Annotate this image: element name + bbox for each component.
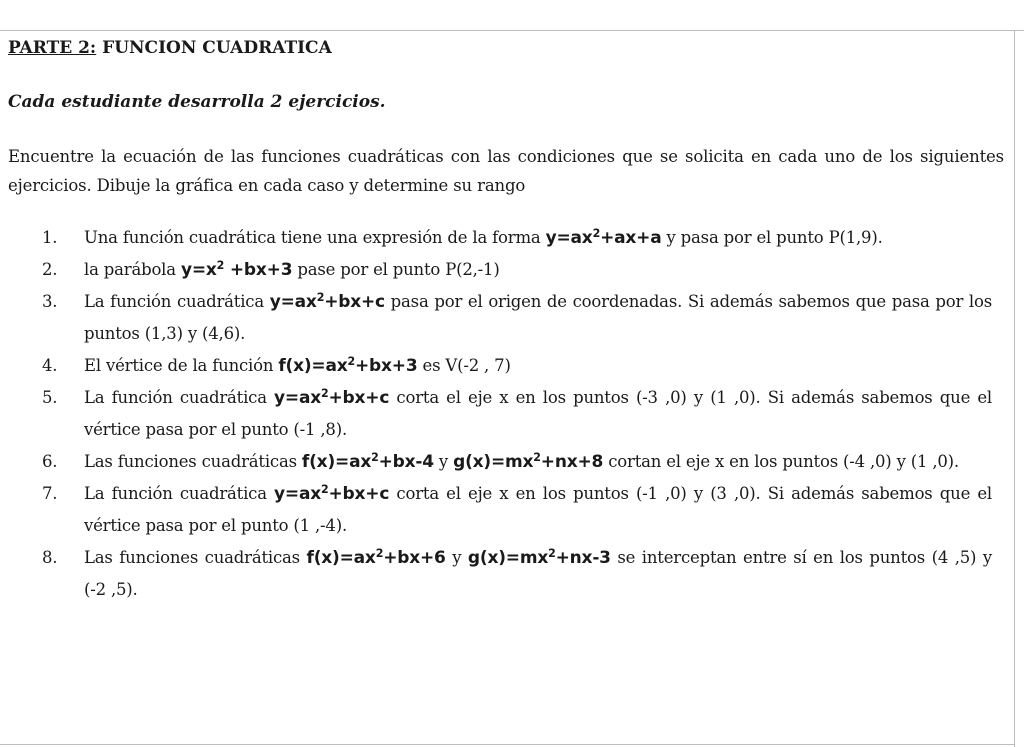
exercise-text: pase por el punto P(2,-1) [292, 260, 500, 279]
exercise-text: es V(-2 , 7) [417, 356, 511, 375]
exercise-item [8, 286, 1004, 350]
exercise-number: 3. [42, 292, 58, 311]
exercise-text: la parábola [84, 260, 181, 279]
equation-tail: +ax+a [600, 228, 662, 248]
equation-lead: f(x)=ax [301, 452, 372, 472]
equation [274, 484, 389, 504]
exercise-item [8, 446, 1004, 478]
equation-exponent: 2 [371, 450, 379, 464]
equation-exponent: 2 [548, 546, 556, 560]
equation-exponent: 2 [216, 258, 225, 272]
equation-tail: +nx-3 [555, 548, 611, 568]
equation [274, 388, 389, 408]
equation [278, 356, 417, 376]
exercise-text: El vértice de la función [84, 356, 279, 375]
exercise-number: 5. [42, 388, 58, 407]
equation-tail: +bx+c [324, 292, 385, 312]
exercise-item [8, 382, 1004, 446]
equation-lead: f(x)=ax [278, 356, 348, 376]
document-body [8, 34, 1004, 606]
equation [468, 548, 611, 568]
exercise-item [8, 222, 1004, 254]
exercise-text: pasa por el origen de coordenadas. Si además sabemos que pasa por los puntos (1,3) y (4,6). [84, 292, 993, 343]
equation [453, 452, 603, 472]
equation [307, 548, 446, 568]
equation [546, 228, 662, 248]
equation-exponent: 2 [592, 226, 601, 240]
exercise-item [8, 254, 1004, 286]
equation-tail: +bx+3 [224, 260, 293, 280]
page-border-right [1014, 30, 1015, 747]
equation-tail: +bx+c [328, 388, 390, 408]
exercise-number: 7. [42, 484, 58, 503]
exercise-number: 6. [42, 452, 58, 471]
exercise-text: corta el eje x en los puntos (-1 ,0) y (3 ,0). Si además sabemos que el vértice pasa por el punto (1 ,-4). [84, 484, 992, 535]
exercise-text: Las funciones cuadráticas [84, 452, 302, 471]
exercise-text: corta el eje x en los puntos (-3 ,0) y (1 ,0). Si además sabemos que el vértice pasa por el punto (-1 ,8). [84, 388, 992, 439]
intro-text: Cada estudiante desarrolla 2 ejercicios. [8, 92, 386, 112]
equation-lead: y=x [180, 260, 217, 280]
exercise-number: 8. [42, 548, 58, 567]
equation-exponent: 2 [321, 482, 329, 496]
exercise-item [8, 542, 1004, 606]
equation-exponent: 2 [375, 546, 384, 560]
equation-tail: +bx+3 [355, 356, 418, 376]
equation [181, 260, 292, 280]
instructions-paragraph: Encuentre la ecuación de las funciones cuadráticas con las condiciones que se solicita en cada uno de los siguientes ejercicios. Dibuje la gráfica en cada caso y determine su rango [8, 147, 1004, 195]
equation-exponent: 2 [533, 450, 541, 464]
equation-exponent: 2 [321, 386, 329, 400]
section-number: PARTE 2: [8, 38, 97, 58]
section-heading [8, 34, 1004, 62]
exercise-text: y [433, 452, 454, 471]
equation [302, 452, 434, 472]
exercise-text: La función cuadrática [84, 388, 275, 407]
exercise-text: La función cuadrática [84, 292, 270, 311]
equation-tail: +bx+6 [383, 548, 446, 568]
equation-tail: +nx+8 [540, 452, 604, 472]
equation-lead: f(x)=ax [306, 548, 376, 568]
exercise-item [8, 478, 1004, 542]
page-border-bottom [0, 744, 1014, 745]
page-border-top [0, 30, 1024, 31]
equation [270, 292, 385, 312]
exercise-text: cortan el eje x en los puntos (-4 ,0) y (1 ,0). [603, 452, 959, 471]
equation-lead: y=ax [269, 292, 317, 312]
exercise-list [8, 222, 1004, 606]
exercise-number: 2. [42, 260, 58, 279]
equation-lead: y=ax [274, 484, 322, 504]
exercise-text: se interceptan entre sí en los puntos (4 ,5) y (-2 ,5). [84, 548, 992, 599]
equation-tail: +bx+c [328, 484, 390, 504]
equation-exponent: 2 [316, 290, 325, 304]
equation-tail: +bx-4 [378, 452, 434, 472]
exercise-text: y [445, 548, 468, 567]
equation-lead: y=ax [274, 388, 322, 408]
exercise-number: 4. [42, 356, 58, 375]
exercise-text: y pasa por el punto P(1,9). [661, 228, 883, 247]
section-title: FUNCION CUADRATICA [96, 38, 332, 58]
exercise-text: Las funciones cuadráticas [84, 548, 307, 567]
exercise-number: 1. [42, 228, 58, 247]
exercise-item [8, 350, 1004, 382]
equation-lead: g(x)=mx [453, 452, 534, 472]
equation-lead: g(x)=mx [467, 548, 549, 568]
exercise-text: Una función cuadrática tiene una expresión de la forma [84, 228, 546, 247]
exercise-text: La función cuadrática [84, 484, 275, 503]
equation-exponent: 2 [347, 354, 356, 368]
equation-lead: y=ax [545, 228, 593, 248]
